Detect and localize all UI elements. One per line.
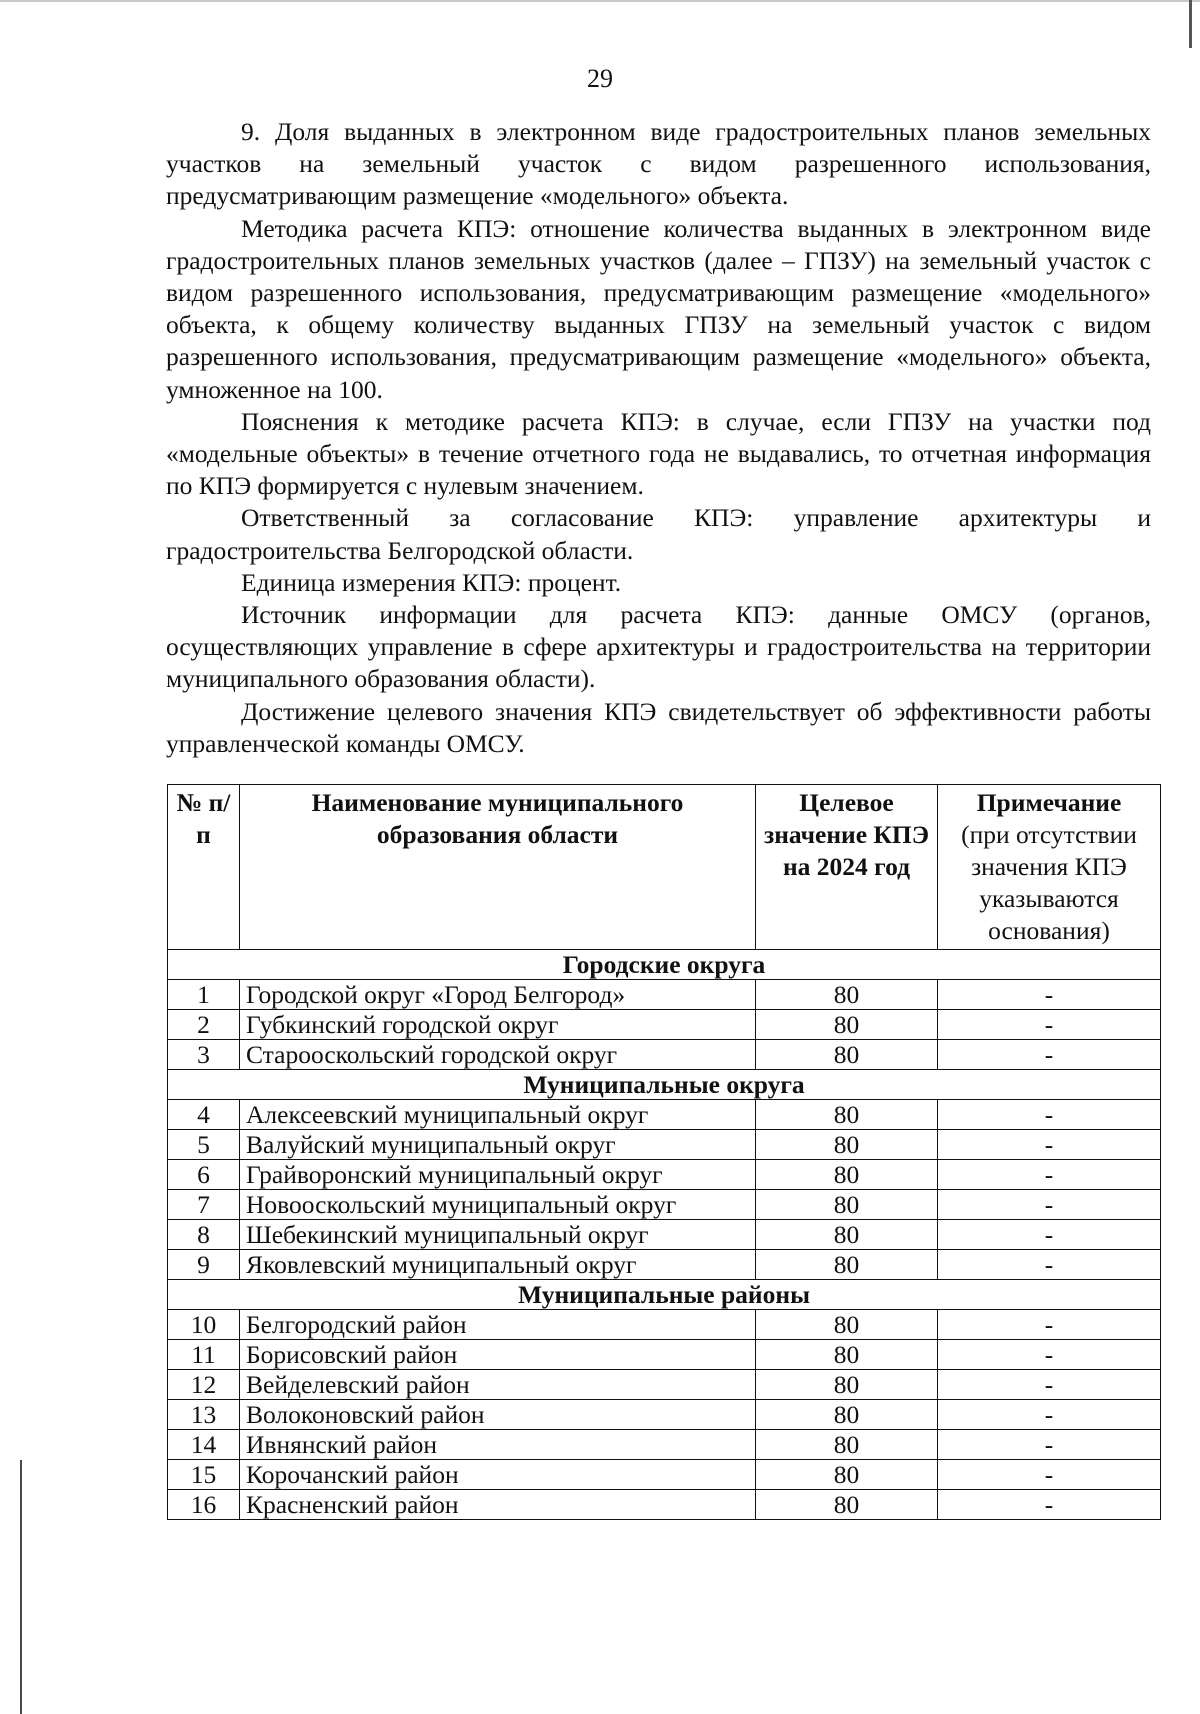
target-value: 80 (756, 1040, 938, 1070)
note-cell: - (938, 1430, 1161, 1460)
note-cell: - (938, 1370, 1161, 1400)
target-value: 80 (756, 1250, 938, 1280)
target-value: 80 (756, 1370, 938, 1400)
note-cell: - (938, 1040, 1161, 1070)
paragraph-unit: Единица измерения КПЭ: процент. (241, 567, 622, 597)
row-number: 8 (168, 1220, 240, 1250)
table-group-row (168, 950, 1161, 980)
row-number: 2 (168, 1010, 240, 1040)
municipality-name: Корочанский район (240, 1460, 756, 1490)
municipality-name: Вейделевский район (240, 1370, 756, 1400)
row-number: 11 (168, 1340, 240, 1370)
paragraph-achievement: Достижение целевого значения КПЭ свидетельствует об эффективности работы управленческой команды ОМСУ. (166, 696, 1151, 758)
header-note-title: Примечание (976, 788, 1122, 817)
table-row (168, 1100, 1161, 1130)
group-title: Городские округа (168, 950, 1161, 980)
target-value: 80 (756, 1490, 938, 1520)
note-cell: - (938, 1190, 1161, 1220)
table-row (168, 1160, 1161, 1190)
target-value: 80 (756, 1010, 938, 1040)
paragraph-methodology: Методика расчета КПЭ: отношение количества выданных в электронном виде градостроительных планов земельных участков (далее – ГПЗУ) на земельный участок с видом разрешенного использования, предусматривающим размещение «модельного» объекта, к общему количеству выданных ГПЗУ на земельный участок с видом разрешенного использования, предусматривающим размещение «модельного» объекта, умноженное на 100. (166, 213, 1151, 404)
row-number: 7 (168, 1190, 240, 1220)
row-number: 1 (168, 980, 240, 1010)
table-row (168, 1370, 1161, 1400)
header-number: № п/п (168, 785, 240, 950)
municipality-name: Яковлевский муниципальный округ (240, 1250, 756, 1280)
table-row (168, 1430, 1161, 1460)
municipality-name: Борисовский район (240, 1340, 756, 1370)
municipality-name: Старооскольский городской округ (240, 1040, 756, 1070)
municipality-name: Ивнянский район (240, 1430, 756, 1460)
table-body (168, 950, 1161, 1520)
row-number: 15 (168, 1460, 240, 1490)
kpi-target-table (167, 784, 1161, 1520)
note-cell: - (938, 1220, 1161, 1250)
row-number: 14 (168, 1430, 240, 1460)
municipality-name: Волоконовский район (240, 1400, 756, 1430)
table-group-row (168, 1070, 1161, 1100)
row-number: 12 (168, 1370, 240, 1400)
header-target-value: Целевое значение КПЭ на 2024 год (756, 785, 938, 950)
note-cell: - (938, 1310, 1161, 1340)
table-header-row (168, 785, 1161, 950)
target-value: 80 (756, 1160, 938, 1190)
target-value: 80 (756, 1190, 938, 1220)
table-row (168, 1250, 1161, 1280)
note-cell: - (938, 1100, 1161, 1130)
municipality-name: Губкинский городской округ (240, 1010, 756, 1040)
municipality-name: Алексеевский муниципальный округ (240, 1100, 756, 1130)
document-body (166, 116, 1151, 760)
municipality-name: Городской округ «Город Белгород» (240, 980, 756, 1010)
target-value: 80 (756, 1400, 938, 1430)
table-row (168, 1130, 1161, 1160)
table-row (168, 1040, 1161, 1070)
table-row (168, 980, 1161, 1010)
note-cell: - (938, 1490, 1161, 1520)
table-row (168, 1340, 1161, 1370)
target-value: 80 (756, 980, 938, 1010)
group-title: Муниципальные округа (168, 1070, 1161, 1100)
note-cell: - (938, 1250, 1161, 1280)
page-top-edge (0, 0, 1200, 2)
note-cell: - (938, 1400, 1161, 1430)
table-row (168, 1220, 1161, 1250)
header-note (938, 785, 1161, 950)
paragraph-methodology-notes: Пояснения к методике расчета КПЭ: в случае, если ГПЗУ на участки под «модельные объекты» в течение отчетного года не выдавались, то отчетная информация по КПЭ формируется с нулевым значением. (166, 406, 1151, 501)
table-row (168, 1010, 1161, 1040)
note-cell: - (938, 1130, 1161, 1160)
municipality-name: Белгородский район (240, 1310, 756, 1340)
header-note-subtitle: (при отсутствии значения КПЭ указываются основания) (961, 820, 1137, 945)
note-cell: - (938, 1010, 1161, 1040)
table-group-row (168, 1280, 1161, 1310)
table-row (168, 1400, 1161, 1430)
row-number: 6 (168, 1160, 240, 1190)
note-cell: - (938, 980, 1161, 1010)
municipality-name: Грайворонский муниципальный округ (240, 1160, 756, 1190)
scan-margin-line (20, 1460, 22, 1714)
note-cell: - (938, 1160, 1161, 1190)
row-number: 9 (168, 1250, 240, 1280)
target-value: 80 (756, 1100, 938, 1130)
note-cell: - (938, 1340, 1161, 1370)
paragraph-responsible: Ответственный за согласование КПЭ: управление архитектуры и градостроительства Белгородской области. (166, 503, 1151, 565)
table-row (168, 1490, 1161, 1520)
target-value: 80 (756, 1220, 938, 1250)
page-number: 29 (587, 64, 613, 93)
target-value: 80 (756, 1460, 938, 1490)
row-number: 13 (168, 1400, 240, 1430)
target-value: 80 (756, 1130, 938, 1160)
row-number: 10 (168, 1310, 240, 1340)
group-title: Муниципальные районы (168, 1280, 1161, 1310)
municipality-name: Шебекинский муниципальный округ (240, 1220, 756, 1250)
note-cell: - (938, 1460, 1161, 1490)
table-row (168, 1190, 1161, 1220)
row-number: 5 (168, 1130, 240, 1160)
target-value: 80 (756, 1340, 938, 1370)
scan-edge-mark (1189, 0, 1192, 48)
municipality-name: Валуйский муниципальный округ (240, 1130, 756, 1160)
table-row (168, 1310, 1161, 1340)
target-value: 80 (756, 1310, 938, 1340)
table-row (168, 1460, 1161, 1490)
row-number: 3 (168, 1040, 240, 1070)
paragraph-kpi-title: 9. Доля выданных в электронном виде градостроительных планов земельных участков на земельный участок с видом разрешенного использования, предусматривающим размещение «модельного» объекта. (166, 117, 1151, 211)
paragraph-source: Источник информации для расчета КПЭ: данные ОМСУ (органов, осуществляющих управление в сфере архитектуры и градостроительства на территории муниципального образования области). (166, 600, 1151, 694)
row-number: 4 (168, 1100, 240, 1130)
header-municipality: Наименование муниципального образования области (240, 785, 756, 950)
target-value: 80 (756, 1430, 938, 1460)
municipality-name: Новооскольский муниципальный округ (240, 1190, 756, 1220)
row-number: 16 (168, 1490, 240, 1520)
municipality-name: Красненский район (240, 1490, 756, 1520)
